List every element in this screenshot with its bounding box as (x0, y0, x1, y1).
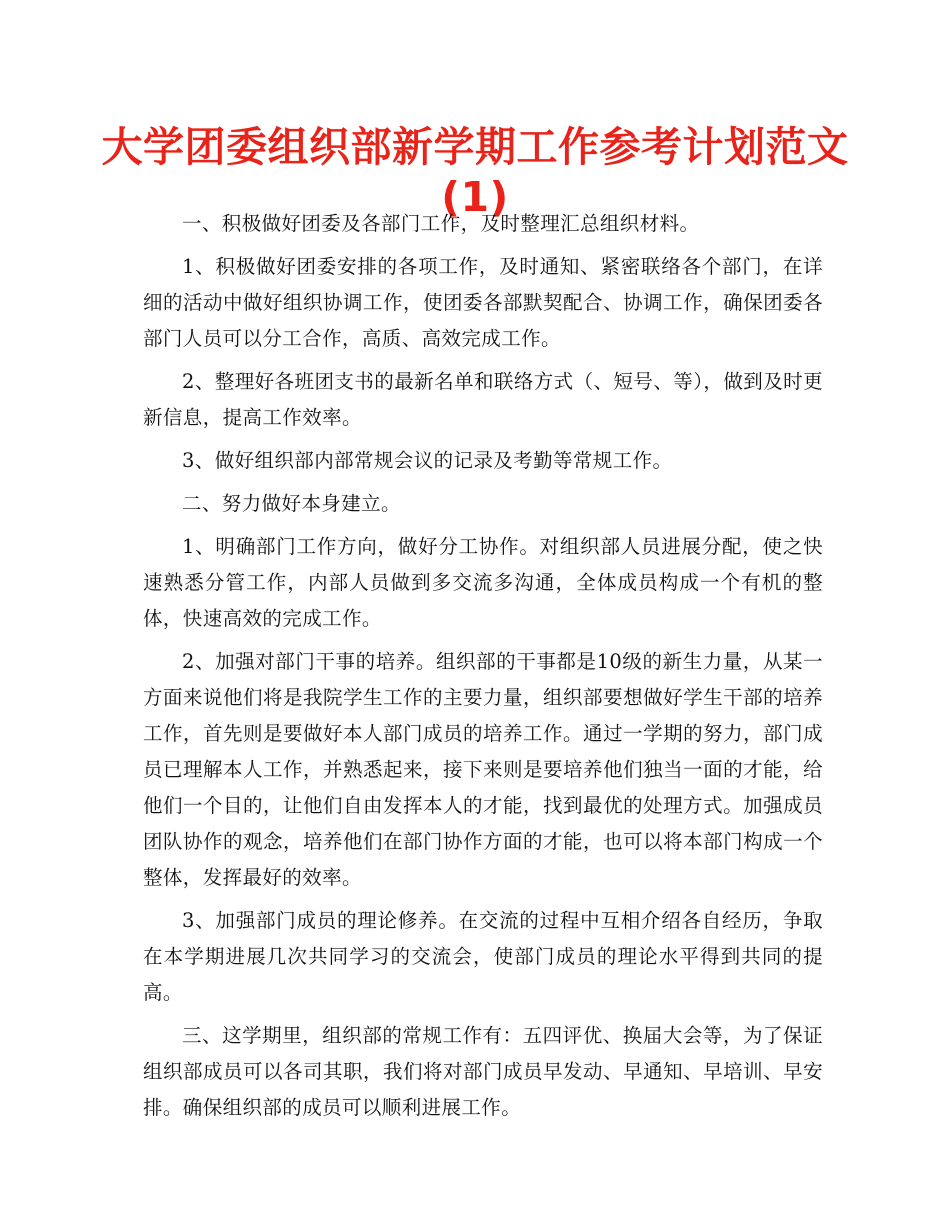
paragraph-item: 1、积极做好团委安排的各项工作，及时通知、紧密联络各个部门，在详细的活动中做好组织协调工作，使团委各部默契配合、协调工作，确保团委各部门人员可以分工合作，高质、高效完成工作。 (143, 255, 823, 350)
document-title: 大学团委组织部新学期工作参考计划范文(1) (101, 123, 849, 221)
paragraph-section-1-heading: 一、积极做好团委及各部门工作，及时整理汇总组织材料。 (182, 212, 700, 235)
paragraph-item: 1、明确部门工作方向，做好分工协作。对组织部人员进展分配，使之快速熟悉分管工作，内部人员做到多交流多沟通，全体成员构成一个有机的整体，快速高效的完成工作。 (143, 535, 823, 630)
paragraph-item: 3、加强部门成员的理论修养。在交流的过程中互相介绍各自经历，争取在本学期进展几次共同学习的交流会，使部门成员的理论水平得到共同的提高。 (143, 909, 823, 1004)
paragraph-section-3: 三、这学期里，组织部的常规工作有：五四评优、换届大会等，为了保证组织部成员可以各司其职，我们将对部门成员早发动、早通知、早培训、早安排。确保组织部的成员可以顺利进展工作。 (143, 1024, 823, 1119)
paragraph-item: 2、整理好各班团支书的最新名单和联络方式（、短号、等），做到及时更新信息，提高工作效率。 (143, 370, 823, 429)
paragraph-item: 3、做好组织部内部常规会议的记录及考勤等常规工作。 (182, 449, 673, 472)
document-body (143, 206, 823, 1133)
paragraph-section-2-heading: 二、努力做好本身建立。 (182, 492, 401, 515)
paragraph-item: 2、加强对部门干事的培养。组织部的干事都是10级的新生力量，从某一方面来说他们将是我院学生工作的主要力量，组织部要想做好学生干部的培养工作，首先则是要做好本人部门成员的培养工作。通过一学期的努力，部门成员已理解本人工作，并熟悉起来，接下来则是要培养他们独当一面的才能，给他们一个目的，让他们自由发挥本人的才能，找到最优的处理方式。加强成员团队协作的观念，培养他们在部门协作方面的才能，也可以将本部门构成一个整体，发挥最好的效率。 (143, 650, 823, 889)
